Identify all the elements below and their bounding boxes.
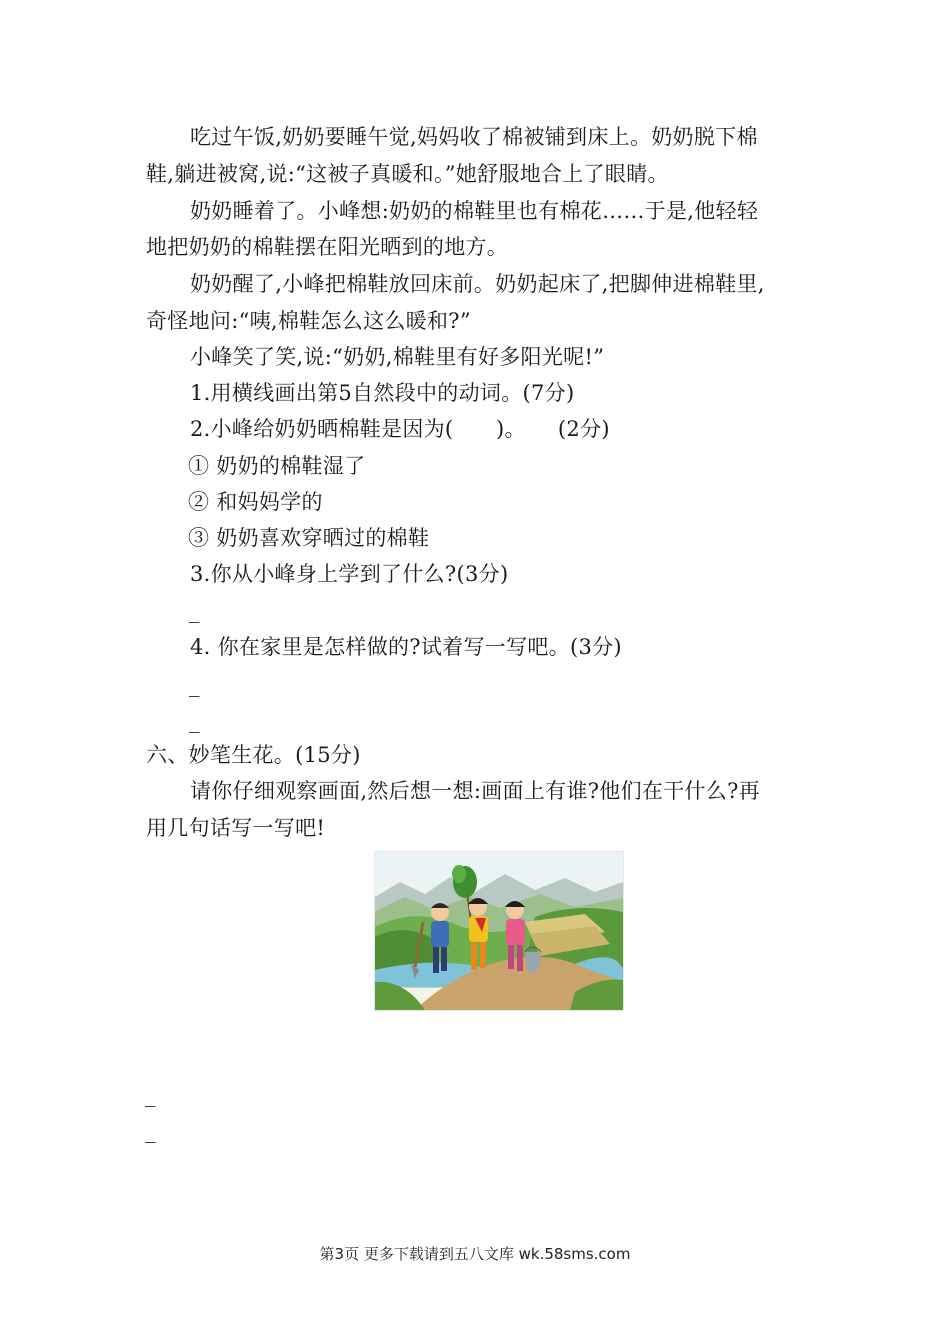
paragraph-1-line-2: 鞋,躺进被窝,说:“这被子真暖和。”她舒服地合上了眼睛。 (146, 162, 669, 186)
section-6-prompt-line-1: 请你仔细观察画面,然后想一想:画面上有谁?他们在干什么?再 (190, 779, 760, 803)
paragraph-4: 小峰笑了笑,说:“奶奶,棉鞋里有好多阳光呢!” (190, 345, 605, 369)
paragraph-3-line-2: 奇怪地问:“咦,棉鞋怎么这么暖和?” (146, 309, 471, 333)
section-6-title: 六、妙笔生花。(15分) (146, 743, 361, 767)
illustration-children-planting (374, 851, 624, 1011)
paragraph-2-line-1: 奶奶睡着了。小峰想:奶奶的棉鞋里也有棉花……于是,他轻轻 (190, 199, 759, 223)
illustration-svg (375, 852, 623, 1010)
question-2-option-3: ③ 奶奶喜欢穿晒过的棉鞋 (188, 526, 430, 550)
paragraph-3-line-1: 奶奶醒了,小峰把棉鞋放回床前。奶奶起床了,把脚伸进棉鞋里, (190, 272, 765, 296)
question-2: 2.小峰给奶奶晒棉鞋是因为( )。 (2分) (190, 417, 610, 441)
question-4: 4. 你在家里是怎样做的?试着写一写吧。(3分) (190, 635, 622, 659)
answer-blank-q4-2: _ (189, 709, 200, 733)
page-footer: 第3页 更多下载请到五八文库 wk.58sms.com (319, 1245, 631, 1263)
writing-blank-2: _ (145, 1119, 156, 1143)
paragraph-1-line-1: 吃过午饭,奶奶要睡午觉,妈妈收了棉被铺到床上。奶奶脱下棉 (190, 125, 758, 149)
question-2-option-2: ② 和妈妈学的 (188, 490, 323, 514)
question-1: 1.用横线画出第5自然段中的动词。(7分) (190, 381, 575, 405)
answer-blank-q3: _ (189, 599, 200, 623)
answer-blank-q4-1: _ (189, 673, 200, 697)
writing-blank-1: _ (145, 1083, 156, 1107)
section-6-prompt-line-2: 用几句话写一写吧! (146, 816, 326, 840)
question-3: 3.你从小峰身上学到了什么?(3分) (190, 562, 509, 586)
paragraph-2-line-2: 地把奶奶的棉鞋摆在阳光晒到的地方。 (146, 235, 509, 259)
question-2-option-1: ① 奶奶的棉鞋湿了 (188, 454, 366, 478)
